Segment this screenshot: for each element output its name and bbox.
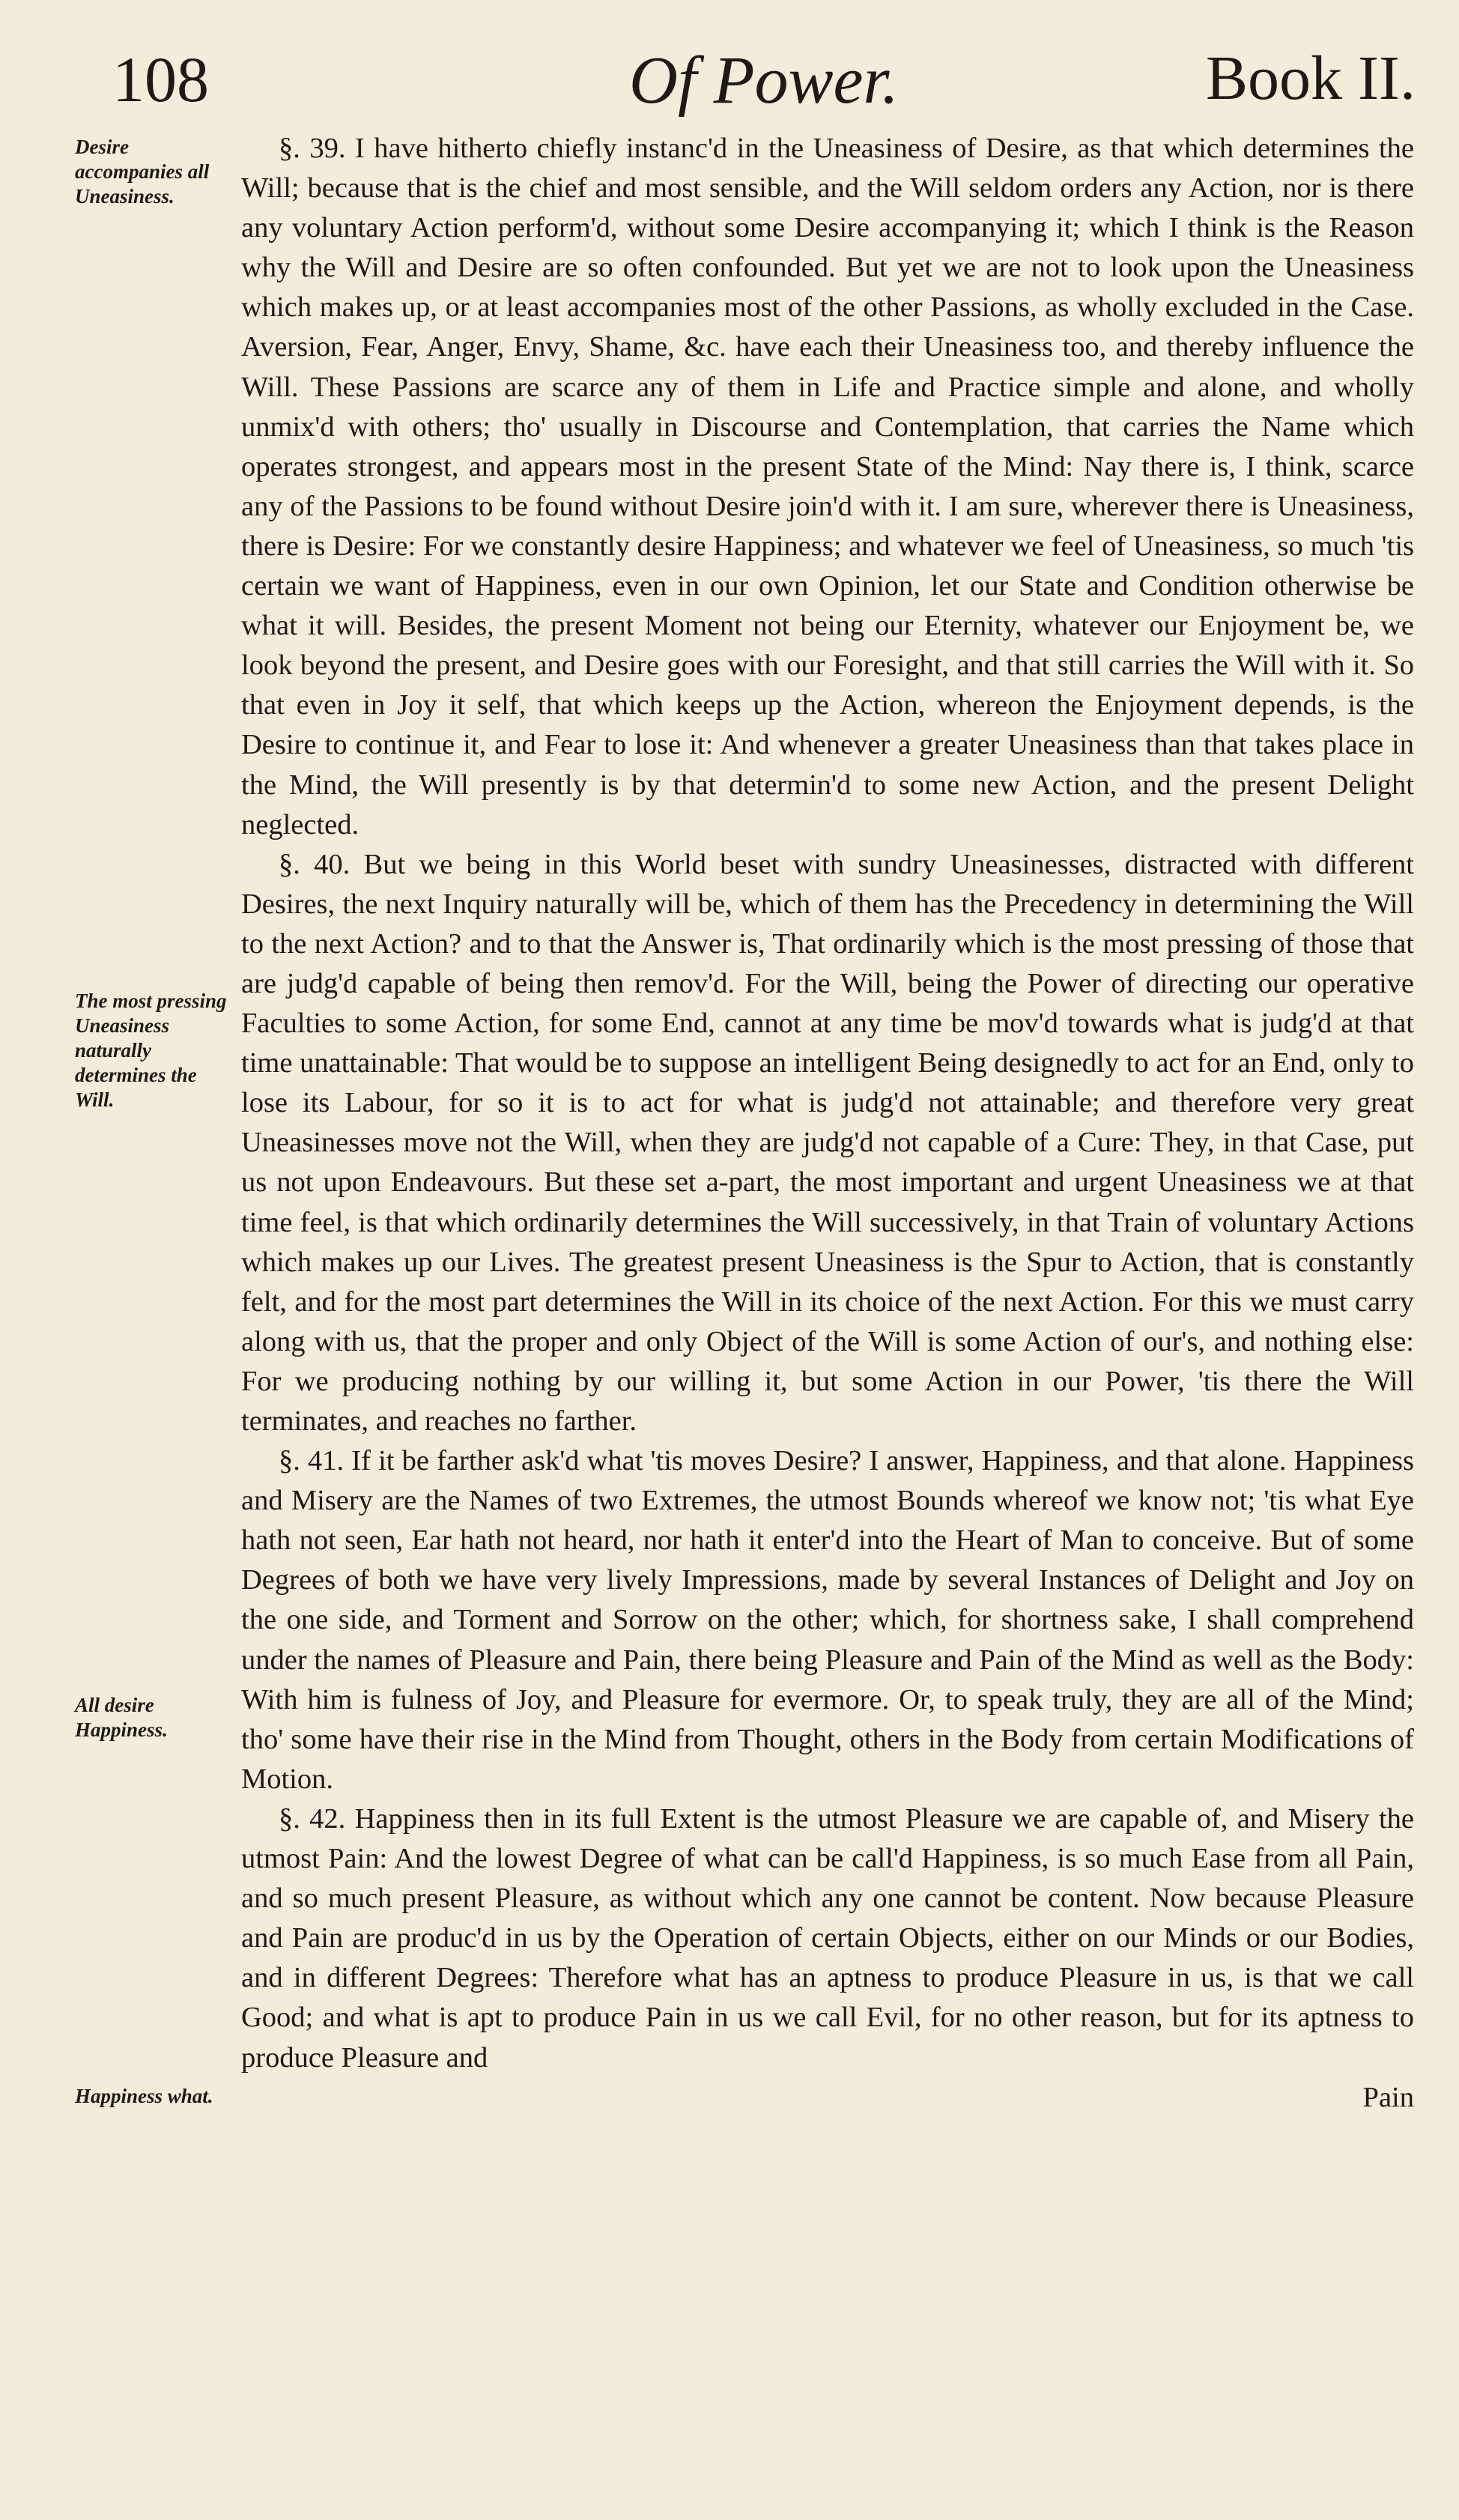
running-title: Of Power. (629, 43, 899, 118)
margin-note: The most pressing Uneasiness naturally determines the Will. (75, 990, 227, 1111)
page-number: 108 (112, 43, 209, 115)
catchword: Pain (1362, 2081, 1414, 2113)
margin-note: Happiness what. (75, 2085, 213, 2107)
running-head (112, 42, 1416, 124)
paragraph-42: §. 42. Happiness then in its full Extent is the utmost Pleasure we are capable of, and Misery the utmost Pain: And the lowest Degree of what can be call'd Happiness, is so much Ease from all Pain, and so much present Pleasure, as without which any one cannot be content. Now because Pleasure and Pain are produc'd in us by the Operation of certain Objects, either on our Minds or our Bodies, and in different Degrees: Therefore what has an aptness to produce Pleasure in us, is that we call Good; and what is apt to produce Pain in us we call Evil, for no other reason, but for its aptness to produce Pleasure and (241, 1802, 1414, 2074)
book-number: Book II. (1206, 43, 1416, 113)
margin-note: All desire Happiness. (75, 1694, 168, 1741)
paragraph-39: §. 39. I have hitherto chiefly instanc'd in the Uneasiness of Desire, as that which determines the Will; because that is the chief and most sensible, and the Will seldom orders any Action, nor is there any voluntary Action perform'd, without some Desire accompanying it; which I think is the Reason why the Will and Desire are so often confounded. But yet we are not to look upon the Uneasiness which makes up, or at least accompanies most of the other Passions, as wholly excluded in the Case. Aversion, Fear, Anger, Envy, Shame, &c. have each their Uneasiness too, and thereby influence the Will. These Passions are scarce any of them in Life and Practice simple and alone, and wholly unmix'd with others; tho' usually in Discourse and Contemplation, that carries the Name which operates strongest, and appears most in the present State of the Mind: Nay there is, I think, scarce any of the Passions to be found without Desire join'd with it. I am sure, wherever there is Uneasiness, there is Desire: For we constantly desire Happiness; and whatever we feel of Uneasiness, so much 'tis certain we want of Happiness, even in our own Opinion, let our State and Condition otherwise be what it will. Besides, the present Moment not being our Eternity, whatever our Enjoyment be, we look beyond the present, and Desire goes with our Foresight, and that still carries the Will with it. So that even in Joy it self, that which keeps up the Action, whereon the Enjoyment depends, is the Desire to continue it, and Fear to lose it: And whenever a greater Uneasiness than that takes place in the Mind, the Will presently is by that determin'd to some new Action, and the present Delight neglected. (241, 133, 1414, 840)
paragraph-41: §. 41. If it be farther ask'd what 'tis moves Desire? I answer, Happiness, and that alone. Happiness and Misery are the Names of two Extremes, the utmost Bounds whereof we know not; 'tis what Eye hath not seen, Ear hath not heard, nor hath it enter'd into the Heart of Man to conceive. But of some Degrees of both we have very lively Impressions, made by several Instances of Delight and Joy on the one side, and Torment and Sorrow on the other; which, for shortness sake, I shall comprehend under the names of Pleasure and Pain, there being Pleasure and Pain of the Mind as well as the Body: With him is fulness of Joy, and Pleasure for evermore. Or, to speak truly, they are all of the Mind; tho' some have their rise in the Mind from Thought, others in the Body from certain Modifications of Motion. (241, 1445, 1414, 1795)
paragraph-40: §. 40. But we being in this World beset with sundry Uneasinesses, distracted with different Desires, the next Inquiry naturally will be, which of them has the Precedency in determining the Will to the next Action? and to that the Answer is, That ordinarily which is the most pressing of those that are judg'd capable of being then remov'd. For the Will, being the Power of directing our operative Faculties to some Action, for some End, cannot at any time be mov'd towards what is judg'd at that time unattainable: That would be to suppose an intelligent Being designedly to act for an End, only to lose its Labour, for so it is to act for what is judg'd not attainable; and therefore very great Uneasinesses move not the Will, when they are judg'd not capable of a Cure: They, in that Case, put us not upon Endeavours. But these set a-part, the most important and urgent Uneasiness we at that time feel, is that which ordinarily determines the Will successively, in that Train of voluntary Actions which makes up our Lives. The greatest present Uneasiness is the Spur to Action, that is constantly felt, and for the most part determines the Will in its choice of the next Action. For this we must carry along with us, that the proper and only Object of the Will is some Action of our's, and nothing else: For we producing nothing by our willing it, but some Action in our Power, 'tis there the Will terminates, and reaches no farther. (241, 848, 1414, 1437)
margin-note: Desire accompanies all Uneasiness. (75, 136, 210, 208)
main-text (241, 129, 1414, 2118)
